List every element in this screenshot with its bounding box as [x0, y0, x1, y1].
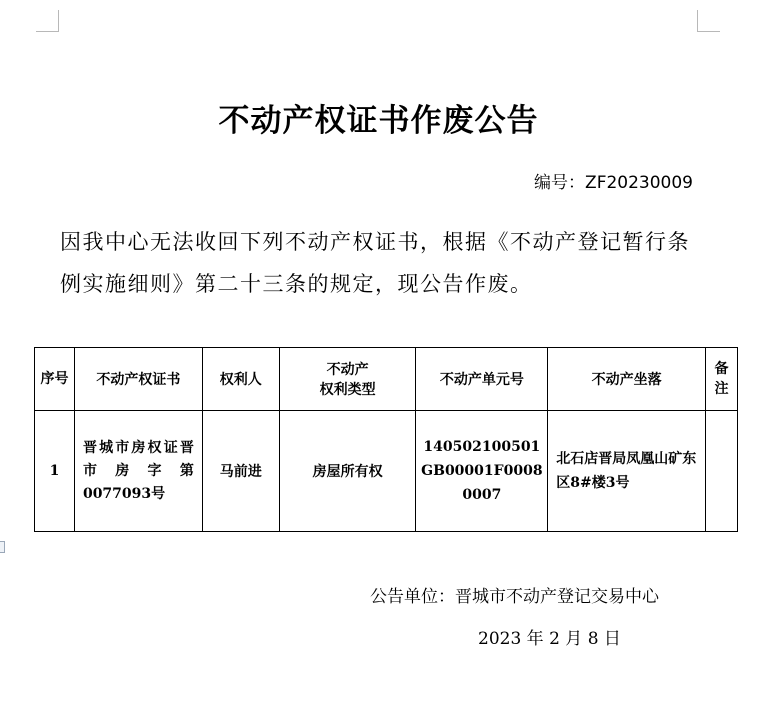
cell-seq: 1: [35, 411, 75, 532]
header-unit-number: 不动产单元号: [416, 348, 548, 411]
page-title: 不动产权证书作废公告: [218, 102, 539, 139]
issuing-unit: 公告单位：晋城市不动产登记交易中心: [370, 587, 659, 607]
cell-unit-number: 140502100501GB00001F00080007: [416, 411, 548, 532]
crop-mark: [36, 31, 59, 32]
cell-right-type: 房屋所有权: [279, 411, 416, 532]
crop-mark: [697, 31, 720, 32]
cell-location: 北石店晋局凤凰山矿东区8#楼3号: [548, 411, 706, 532]
certificate-table: [34, 347, 738, 532]
cell-remarks: [705, 411, 737, 532]
header-right-type-line1: 不动产: [326, 362, 369, 378]
document-number: 编号：ZF20230009: [534, 173, 693, 193]
header-remarks: 备注: [705, 348, 737, 411]
announcement-body: 因我中心无法收回下列不动产权证书，根据《不动产登记暂行条例实施细则》第二十三条的规定，现公告作废。: [60, 230, 690, 296]
header-seq: 序号: [35, 348, 75, 411]
header-right-type-line2: 权利类型: [319, 382, 376, 398]
header-certificate: 不动产权证书: [74, 348, 202, 411]
header-holder: 权利人: [202, 348, 279, 411]
layout-options-icon[interactable]: [0, 541, 5, 553]
table-header-row: [35, 348, 738, 411]
crop-mark: [697, 10, 698, 32]
cell-holder: 马前进: [202, 411, 279, 532]
header-right-type: [279, 348, 416, 411]
cell-certificate: 晋城市房权证晋市房字第0077093号: [74, 411, 202, 532]
header-location: 不动产坐落: [548, 348, 706, 411]
issue-date: 2023 年 2 月 8 日: [478, 629, 621, 649]
crop-mark: [58, 10, 59, 32]
table-row: [35, 411, 738, 532]
